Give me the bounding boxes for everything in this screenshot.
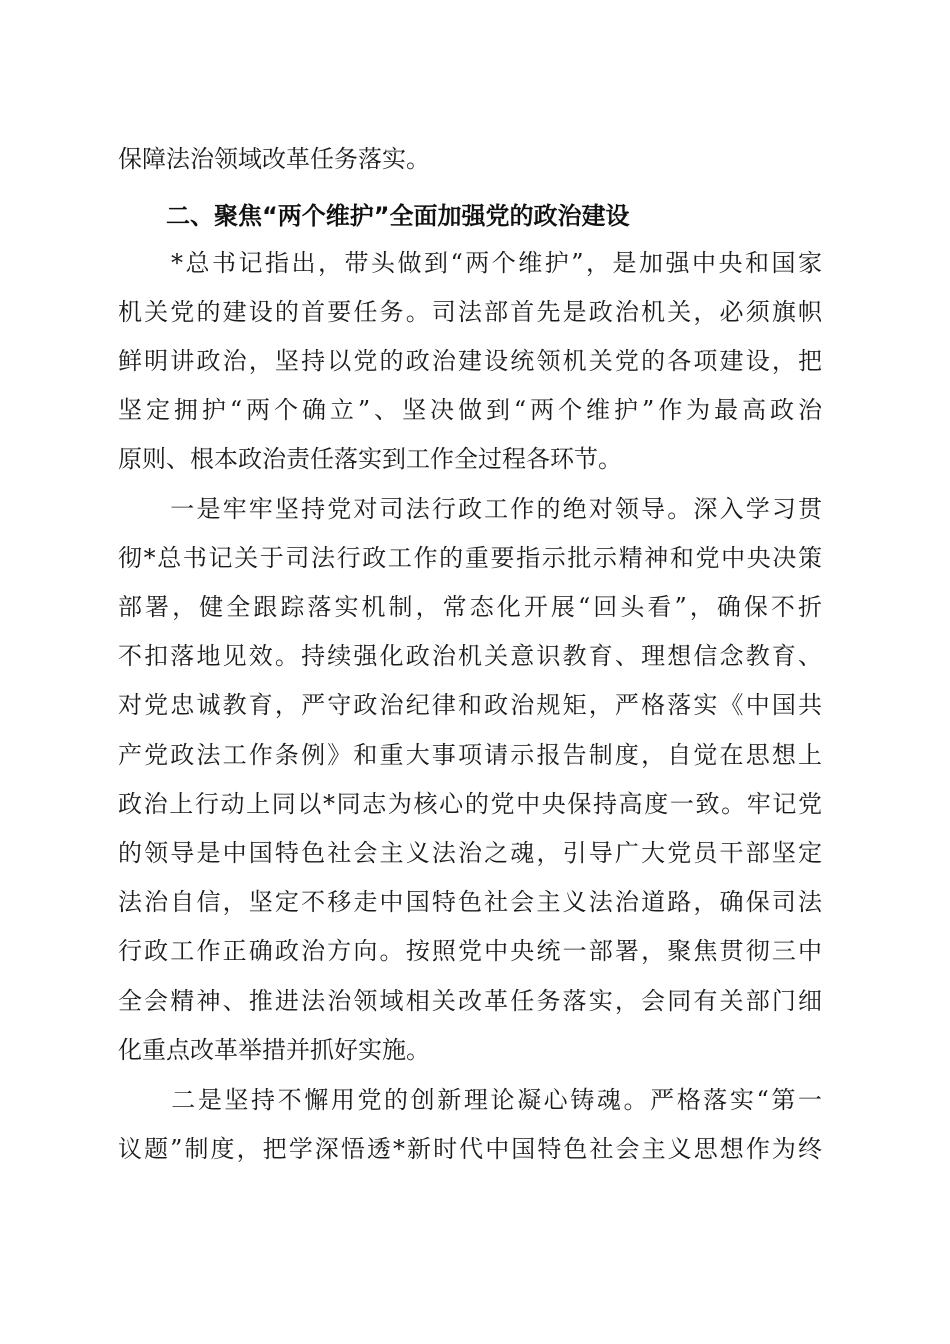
paragraph-line: 不扣落地见效。持续强化政治机关意识教育、理想信念教育、 [118, 642, 822, 670]
paragraph-line: 鲜明讲政治，坚持以党的政治建设统领机关党的各项建设，把 [118, 347, 822, 375]
paragraph-line: 全会精神、推进法治领域相关改革任务落实，会同有关部门细 [118, 987, 822, 1015]
paragraph-line: 对党忠诚教育，严守政治纪律和政治规矩，严格落实《中国共 [118, 691, 822, 719]
paragraph-line: 化重点改革举措并抓好实施。 [118, 1036, 430, 1064]
paragraph-line: 政治上行动上同以*同志为核心的党中央保持高度一致。牢记党 [118, 790, 822, 818]
paragraph-line: 法治自信，坚定不移走中国特色社会主义法治道路，确保司法 [118, 888, 822, 916]
section-heading: 二、聚焦“两个维护”全面加强党的政治建设 [166, 202, 630, 230]
paragraph-line: 行政工作正确政治方向。按照党中央统一部署，聚焦贯彻三中 [118, 937, 822, 965]
paragraph-line: 机关党的建设的首要任务。司法部首先是政治机关，必须旗帜 [118, 298, 822, 326]
paragraph-line: 保障法治领域改革任务落实。 [118, 145, 430, 173]
paragraph-line: *总书记指出，带头做到“两个维护”，是加强中央和国家 [118, 249, 822, 277]
paragraph-line: 彻*总书记关于司法行政工作的重要指示批示精神和党中央决策 [118, 544, 822, 572]
paragraph-line: 坚定拥护“两个确立”、坚决做到“两个维护”作为最高政治 [118, 396, 822, 424]
paragraph-line: 原则、根本政治责任落实到工作全过程各环节。 [118, 445, 622, 473]
paragraph-line: 产党政法工作条例》和重大事项请示报告制度，自觉在思想上 [118, 741, 822, 769]
paragraph-line: 的领导是中国特色社会主义法治之魂，引导广大党员干部坚定 [118, 839, 822, 867]
paragraph-line: 一是牢牢坚持党对司法行政工作的绝对领导。深入学习贯 [118, 495, 822, 523]
paragraph-line: 议题”制度，把学深悟透*新时代中国特色社会主义思想作为终 [118, 1135, 822, 1163]
paragraph-line: 部署，健全跟踪落实机制，常态化开展“回头看”，确保不折 [118, 593, 822, 621]
paragraph-line: 二是坚持不懈用党的创新理论凝心铸魂。严格落实“第一 [118, 1086, 822, 1114]
